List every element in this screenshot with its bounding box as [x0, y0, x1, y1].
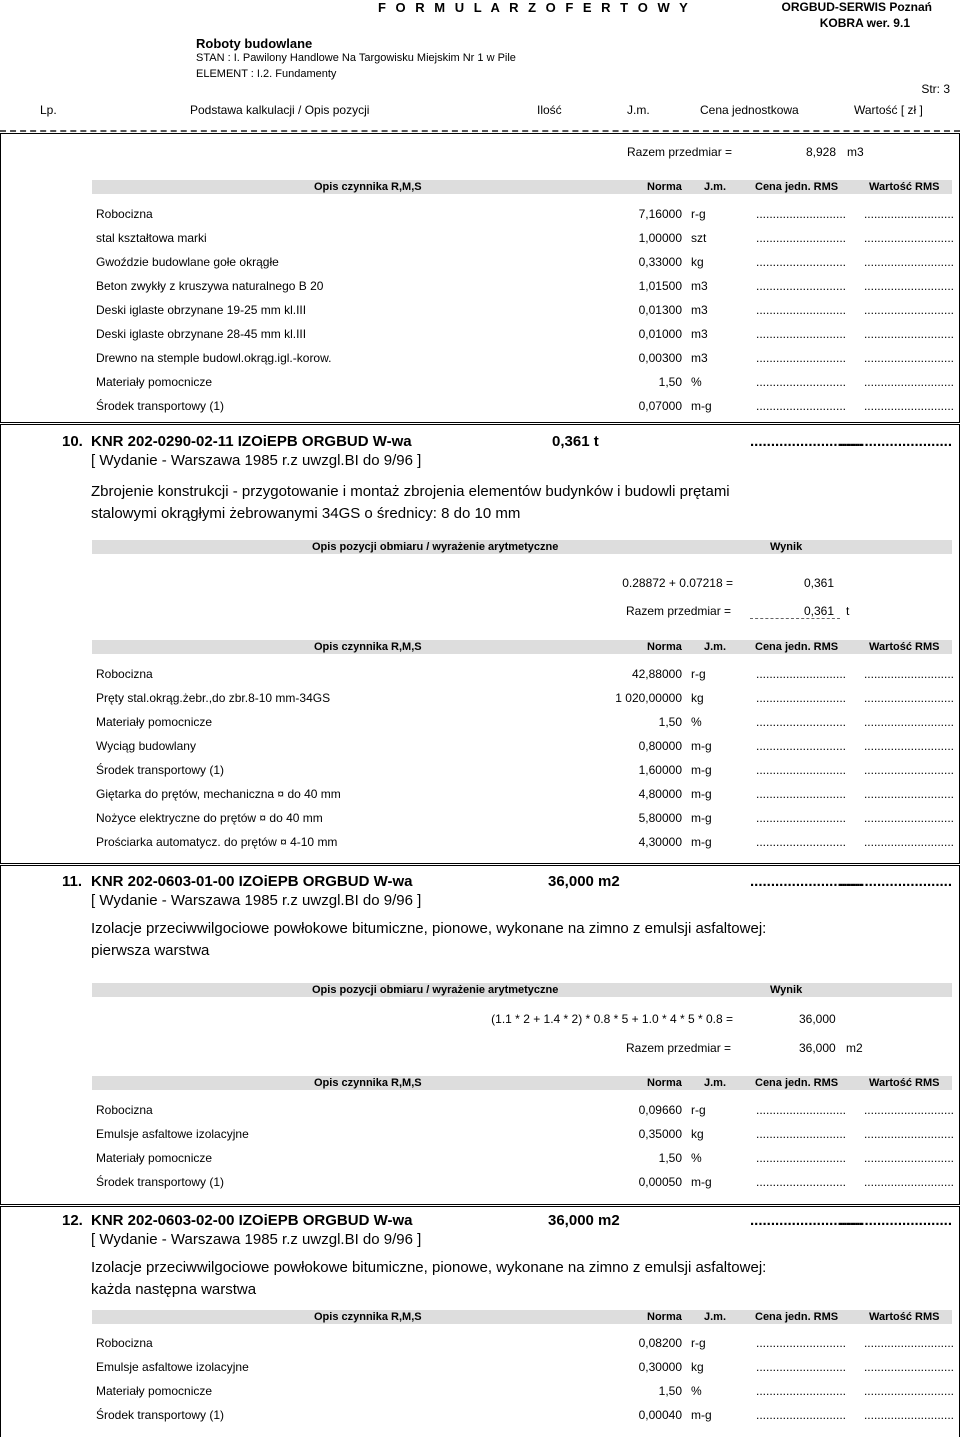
rms-norm: 5,80000: [638, 811, 682, 825]
rms-desc-header: Opis czynnika R,M,S: [314, 181, 422, 193]
rms-norm: 0,80000: [638, 739, 682, 753]
rms-name: Materiały pomocnicze: [96, 715, 213, 729]
measure-desc-header: Opis pozycji obmiaru / wyrażenie arytmetyczne: [312, 984, 559, 996]
rms-header: [92, 640, 952, 654]
rms-price-dots: ...........................: [756, 351, 847, 365]
rms-norm: 1,50: [658, 1384, 682, 1398]
rms-norm: 0,09660: [638, 1103, 682, 1117]
rms-price-dots: ...........................: [756, 279, 847, 293]
rms-name: Deski iglaste obrzynane 19-25 mm kl.III: [96, 303, 307, 317]
rms-price-dots: ...........................: [756, 1175, 847, 1189]
rms-value-dots: ...........................: [863, 1103, 954, 1117]
rms-unit: m-g: [691, 399, 712, 413]
rms-price-dots: ...........................: [756, 811, 847, 825]
position-10-razem-value: 0,361: [804, 604, 835, 618]
rms-price-dots: ...........................: [756, 1360, 847, 1374]
rms-price-dots: ...........................: [756, 327, 847, 341]
rms-value-header: Wartość RMS: [869, 1077, 940, 1089]
rms-row: [96, 666, 954, 682]
rms-value-dots: ...........................: [863, 1175, 954, 1189]
measure-header: [92, 540, 952, 554]
rms-value-dots: ...........................: [863, 1151, 954, 1165]
rms-unit: m-g: [691, 787, 712, 801]
rms-value-header: Wartość RMS: [869, 181, 940, 193]
rms-unit: m3: [691, 303, 708, 317]
razem-label: Razem przedmiar =: [626, 1041, 732, 1055]
rms-row: [96, 1174, 954, 1190]
rms-value-dots: ...........................: [863, 739, 954, 753]
rms-price-header: Cena jedn. RMS: [755, 1311, 839, 1323]
rms-name: Giętarka do prętów, mechaniczna ¤ do 40 mm: [96, 787, 341, 801]
software-version: KOBRA wer. 9.1: [819, 16, 910, 30]
rms-norm: 0,01000: [638, 327, 682, 341]
rms-value-dots: ...........................: [863, 1336, 954, 1350]
rms-value-header: Wartość RMS: [869, 1311, 940, 1323]
rms-name: Deski iglaste obrzynane 28-45 mm kl.III: [96, 327, 307, 341]
rms-value-header: Wartość RMS: [869, 641, 940, 653]
position-10-edition: [ Wydanie - Warszawa 1985 r.z uwzgl.BI do 9/96 ]: [91, 452, 422, 469]
position-10-razem-unit: t: [846, 604, 850, 618]
position-10-price-dots: ...........................: [750, 433, 863, 450]
rms-unit: m-g: [691, 739, 712, 753]
rms-value-dots: ...........................: [863, 691, 954, 705]
rms-norm-header: Norma: [647, 641, 682, 653]
rms-unit: %: [691, 1151, 702, 1165]
rms-row: [96, 230, 954, 246]
rms-desc-header: Opis czynnika R,M,S: [314, 1077, 422, 1089]
col-qty: Ilość: [537, 103, 562, 117]
rms-norm: 1,50: [658, 375, 682, 389]
col-price: Cena jednostkowa: [700, 103, 799, 117]
rms-norm: 1 020,00000: [615, 691, 682, 705]
rms-row: [96, 326, 954, 342]
rms-norm: 0,33000: [638, 255, 682, 269]
rms-norm: 42,88000: [631, 667, 682, 681]
rms-name: stal kształtowa marki: [96, 231, 207, 245]
rms-unit: m3: [691, 351, 708, 365]
rms-norm: 0,07000: [638, 399, 682, 413]
rms-value-dots: ...........................: [863, 667, 954, 681]
position-10-desc-1: Zbrojenie konstrukcji - przygotowanie i montaż zbrojenia elementów budynków i budowli prętami: [91, 483, 730, 500]
rms-unit: m-g: [691, 1175, 712, 1189]
measure-result-header: Wynik: [770, 984, 803, 996]
rms-value-dots: ...........................: [863, 399, 954, 413]
position-11-expression: (1.1 * 2 + 1.4 * 2) * 0.8 * 5 + 1.0 * 4 * 5 * 0.8 =: [491, 1012, 733, 1026]
rms-name: Materiały pomocnicze: [96, 1151, 213, 1165]
rms-unit: kg: [691, 691, 704, 705]
rms-price-dots: ...........................: [756, 1127, 847, 1141]
rms-row: [96, 738, 954, 754]
rms-norm: 1,50: [658, 715, 682, 729]
rms-unit: m3: [691, 327, 708, 341]
rms-name: Gwoździe budowlane gołe okrągłe: [96, 255, 279, 269]
rms-name: Środek transportowy (1): [96, 1175, 225, 1189]
rms-row: [96, 302, 954, 318]
rms-norm: 0,00050: [638, 1175, 682, 1189]
rms-unit: m-g: [691, 763, 712, 777]
page-number: Str: 3: [921, 82, 950, 96]
rms-value-dots: ...........................: [863, 255, 954, 269]
rms-price-header: Cena jedn. RMS: [755, 1077, 839, 1089]
rms-name: Robocizna: [96, 667, 153, 681]
measure-header: [92, 983, 952, 997]
rms-value-dots: ...........................: [863, 1408, 954, 1422]
rms-row: [96, 1150, 954, 1166]
rms-value-dots: ...........................: [863, 1127, 954, 1141]
rms-name: Robocizna: [96, 1336, 153, 1350]
rms-header: [92, 1076, 952, 1090]
rms-price-dots: ...........................: [756, 1103, 847, 1117]
rms-value-dots: ...........................: [863, 811, 954, 825]
rms-norm: 0,01300: [638, 303, 682, 317]
rms-value-dots: ...........................: [863, 715, 954, 729]
rms-norm: 1,50: [658, 1151, 682, 1165]
rms-row: [96, 810, 954, 826]
rms-value-dots: ...........................: [863, 1360, 954, 1374]
rms-value-dots: ...........................: [863, 1384, 954, 1398]
rms-name: Pręty stal.okrąg.żebr.,do zbr.8-10 mm-34GS: [96, 691, 331, 705]
razem-unit: m3: [847, 145, 864, 159]
rms-norm: 0,30000: [638, 1360, 682, 1374]
rms-price-dots: ...........................: [756, 715, 847, 729]
rms-price-dots: ...........................: [756, 787, 847, 801]
position-10-expression: 0.28872 + 0.07218 =: [622, 576, 733, 590]
rms-norm-header: Norma: [647, 1077, 682, 1089]
rms-norm: 0,00300: [638, 351, 682, 365]
rms-price-dots: ...........................: [756, 303, 847, 317]
rms-name: Robocizna: [96, 207, 153, 221]
rms-value-dots: ...........................: [863, 303, 954, 317]
position-11-expression-result: 36,000: [799, 1012, 836, 1026]
rms-price-dots: ...........................: [756, 835, 847, 849]
rms-norm: 0,00040: [638, 1408, 682, 1422]
rms-price-header: Cena jedn. RMS: [755, 641, 839, 653]
header-separator: [0, 130, 960, 132]
position-12-edition: [ Wydanie - Warszawa 1985 r.z uwzgl.BI do 9/96 ]: [91, 1231, 422, 1248]
position-12-qty: 36,000 m2: [548, 1212, 620, 1229]
rms-value-dots: ...........................: [863, 835, 954, 849]
rms-unit: kg: [691, 1360, 704, 1374]
rms-row: [96, 762, 954, 778]
company-name: ORGBUD-SERWIS Poznań: [781, 0, 932, 14]
position-12-lp: 12.: [62, 1212, 83, 1229]
position-12-desc-2: każda następna warstwa: [91, 1281, 257, 1298]
rms-row: [96, 714, 954, 730]
rms-unit: r-g: [691, 207, 706, 221]
position-12-value-dots: ...........................: [839, 1212, 952, 1229]
position-12-code: KNR 202-0603-02-00 IZOiEPB ORGBUD W-wa: [91, 1212, 413, 1229]
rms-value-dots: ...........................: [863, 231, 954, 245]
razem-value: 8,928: [806, 145, 837, 159]
rms-value-dots: ...........................: [863, 207, 954, 221]
rms-desc-header: Opis czynnika R,M,S: [314, 641, 422, 653]
rms-value-dots: ...........................: [863, 327, 954, 341]
position-10-qty: 0,361 t: [552, 433, 599, 450]
rms-row: [96, 786, 954, 802]
rms-value-dots: ...........................: [863, 351, 954, 365]
rms-price-dots: ...........................: [756, 1384, 847, 1398]
rms-norm: 4,80000: [638, 787, 682, 801]
rms-unit: m3: [691, 279, 708, 293]
rms-price-dots: ...........................: [756, 399, 847, 413]
rms-value-dots: ...........................: [863, 279, 954, 293]
position-11-qty: 36,000 m2: [548, 873, 620, 890]
rms-unit: kg: [691, 255, 704, 269]
element-line: ELEMENT : I.2. Fundamenty: [196, 68, 337, 80]
section-title: Roboty budowlane: [196, 36, 313, 51]
rms-price-dots: ...........................: [756, 1336, 847, 1350]
rms-unit: %: [691, 1384, 702, 1398]
rms-unit: r-g: [691, 1336, 706, 1350]
rms-price-dots: ...........................: [756, 231, 847, 245]
position-11-desc-1: Izolacje przeciwwilgociowe powłokowe bitumiczne, pionowe, wykonane na zimno z emulsji asfaltowej:: [91, 920, 767, 937]
rms-norm: 1,00000: [638, 231, 682, 245]
rms-unit-header: J.m.: [704, 181, 727, 193]
rms-name: Prościarka automatycz. do prętów ¤ 4-10 mm: [96, 835, 338, 849]
position-11-razem-value: 36,000: [799, 1041, 836, 1055]
rms-unit: %: [691, 375, 702, 389]
rms-row: [96, 1102, 954, 1118]
position-10-expression-result: 0,361: [804, 576, 835, 590]
rms-value-dots: ...........................: [863, 787, 954, 801]
rms-norm-header: Norma: [647, 1311, 682, 1323]
rms-unit-header: J.m.: [704, 1077, 727, 1089]
rms-price-header: Cena jedn. RMS: [755, 181, 839, 193]
rms-name: Środek transportowy (1): [96, 763, 225, 777]
razem-label: Razem przedmiar =: [626, 604, 732, 618]
rms-unit: m-g: [691, 835, 712, 849]
rms-row: [96, 1383, 954, 1399]
rms-row: [96, 398, 954, 414]
rms-name: Drewno na stemple budowl.okrąg.igl.-korow.: [96, 351, 332, 365]
rms-name: Środek transportowy (1): [96, 399, 225, 413]
rms-unit-header: J.m.: [704, 1311, 727, 1323]
rms-name: Materiały pomocnicze: [96, 375, 213, 389]
rms-name: Emulsje asfaltowe izolacyjne: [96, 1127, 249, 1141]
rms-price-dots: ...........................: [756, 763, 847, 777]
rms-price-dots: ...........................: [756, 1151, 847, 1165]
rms-name: Materiały pomocnicze: [96, 1384, 213, 1398]
rms-row: [96, 254, 954, 270]
rms-row: [96, 278, 954, 294]
rms-header: [92, 180, 952, 194]
rms-value-dots: ...........................: [863, 375, 954, 389]
rms-unit: r-g: [691, 667, 706, 681]
rms-row: [96, 1126, 954, 1142]
rms-unit: m-g: [691, 1408, 712, 1422]
rms-row: [96, 1335, 954, 1351]
rms-name: Beton zwykły z kruszywa naturalnego B 20: [96, 279, 324, 293]
rms-row: [96, 1359, 954, 1375]
rms-unit: kg: [691, 1127, 704, 1141]
rms-price-dots: ...........................: [756, 667, 847, 681]
rms-norm: 1,01500: [638, 279, 682, 293]
col-unit: J.m.: [627, 103, 650, 117]
rms-row: [96, 1407, 954, 1423]
razem-label: Razem przedmiar =: [627, 145, 733, 159]
rms-name: Nożyce elektryczne do prętów ¤ do 40 mm: [96, 811, 323, 825]
form-title: F O R M U L A R Z O F E R T O W Y: [378, 0, 691, 15]
measure-desc-header: Opis pozycji obmiaru / wyrażenie arytmetyczne: [312, 541, 559, 553]
rms-value-dots: ...........................: [863, 763, 954, 777]
position-11-code: KNR 202-0603-01-00 IZOiEPB ORGBUD W-wa: [91, 873, 413, 890]
rms-desc-header: Opis czynnika R,M,S: [314, 1311, 422, 1323]
rms-row: [96, 206, 954, 222]
rms-name: Emulsje asfaltowe izolacyjne: [96, 1360, 249, 1374]
rms-row: [96, 834, 954, 850]
col-lp: Lp.: [40, 103, 57, 117]
rms-name: Wyciąg budowlany: [96, 739, 196, 753]
col-value: Wartość [ zł ]: [854, 103, 923, 117]
rms-norm: 4,30000: [638, 835, 682, 849]
rms-norm: 7,16000: [638, 207, 682, 221]
col-basis: Podstawa kalkulacji / Opis pozycji: [190, 103, 370, 117]
rms-unit: szt: [691, 231, 707, 245]
rms-price-dots: ...........................: [756, 255, 847, 269]
stan-line: STAN : I. Pawilony Handlowe Na Targowisku Miejskim Nr 1 w Pile: [196, 52, 516, 64]
rms-unit: m-g: [691, 811, 712, 825]
position-10-lp: 10.: [62, 433, 83, 450]
position-10-value-dots: ...........................: [839, 433, 952, 450]
position-12-price-dots: ...........................: [750, 1212, 863, 1229]
rms-norm: 1,60000: [638, 763, 682, 777]
position-11-edition: [ Wydanie - Warszawa 1985 r.z uwzgl.BI do 9/96 ]: [91, 892, 422, 909]
rms-row: [96, 690, 954, 706]
rms-price-dots: ...........................: [756, 739, 847, 753]
rms-header: [92, 1310, 952, 1324]
rms-unit-header: J.m.: [704, 641, 727, 653]
rms-unit: %: [691, 715, 702, 729]
rms-row: [96, 374, 954, 390]
rms-unit: r-g: [691, 1103, 706, 1117]
razem-underline: [750, 618, 840, 619]
rms-name: Robocizna: [96, 1103, 153, 1117]
rms-norm: 0,35000: [638, 1127, 682, 1141]
position-10-desc-2: stalowymi okrągłymi żebrowanymi 34GS o średnicy: 8 do 10 mm: [91, 505, 521, 522]
position-12-desc-1: Izolacje przeciwwilgociowe powłokowe bitumiczne, pionowe, wykonane na zimno z emulsji asfaltowej:: [91, 1259, 767, 1276]
position-11-razem-unit: m2: [846, 1041, 863, 1055]
position-11-value-dots: ...........................: [839, 873, 952, 890]
rms-price-dots: ...........................: [756, 375, 847, 389]
rms-norm: 0,08200: [638, 1336, 682, 1350]
position-11-desc-2: pierwsza warstwa: [91, 942, 210, 959]
rms-name: Środek transportowy (1): [96, 1408, 225, 1422]
position-11-lp: 11.: [62, 873, 83, 890]
rms-price-dots: ...........................: [756, 207, 847, 221]
measure-result-header: Wynik: [770, 541, 803, 553]
rms-price-dots: ...........................: [756, 691, 847, 705]
rms-price-dots: ...........................: [756, 1408, 847, 1422]
position-10-code: KNR 202-0290-02-11 IZOiEPB ORGBUD W-wa: [91, 433, 412, 450]
rms-norm-header: Norma: [647, 181, 682, 193]
position-11-price-dots: ...........................: [750, 873, 863, 890]
rms-row: [96, 350, 954, 366]
